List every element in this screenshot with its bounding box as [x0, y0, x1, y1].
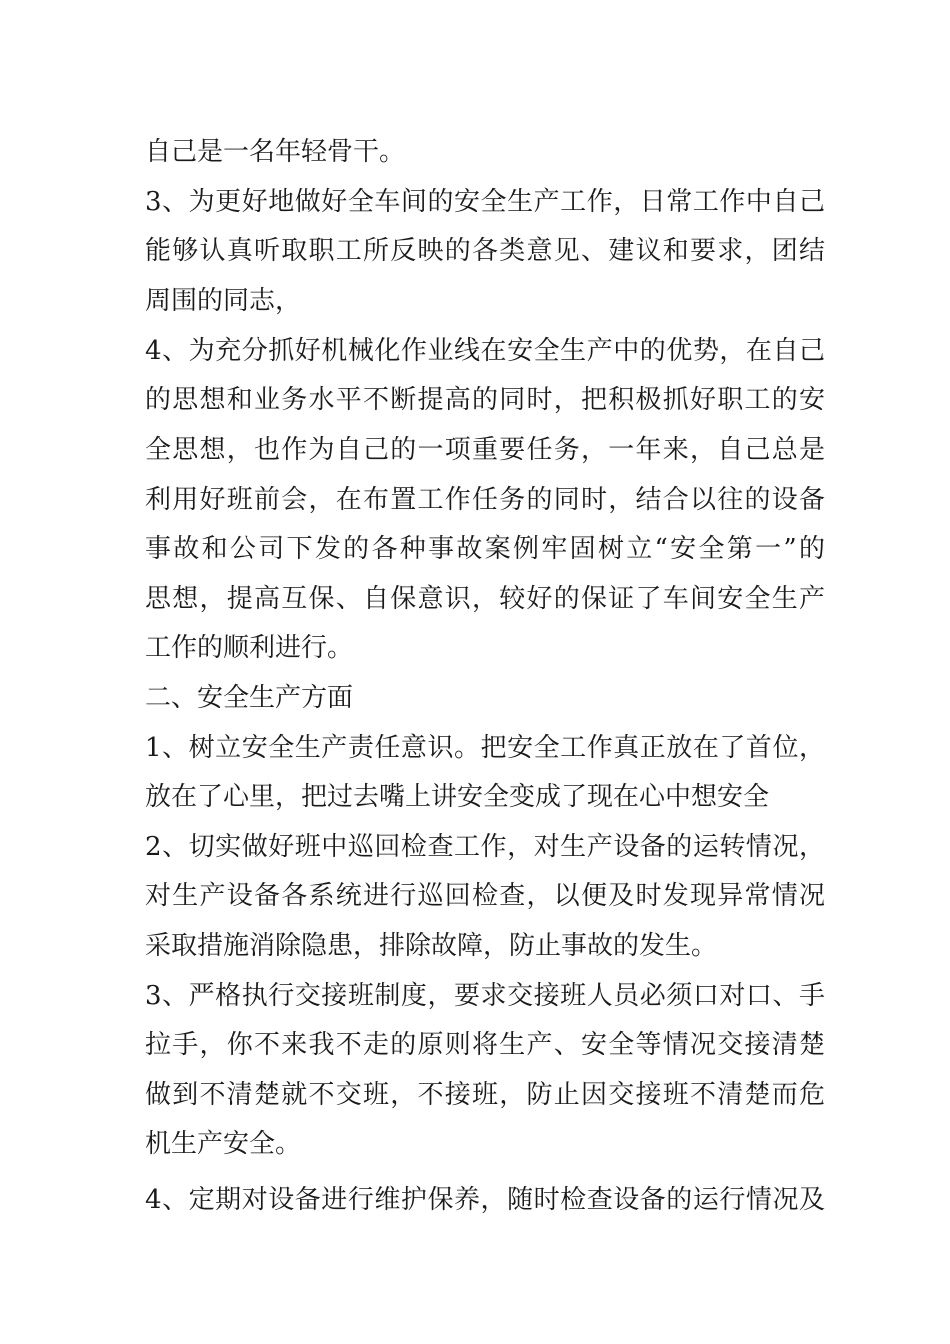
text-line: 事故和公司下发的各种事故案例牢固树立“安全第一”的 [145, 534, 825, 564]
text-line: 利用好班前会，在布置工作任务的同时，结合以往的设备 [145, 485, 825, 515]
text-line: 放在了心里，把过去嘴上讲安全变成了现在心中想安全 [145, 782, 770, 812]
text-line: 自己是一名年轻骨干。 [145, 137, 406, 167]
text-line: 做到不清楚就不交班，不接班，防止因交接班不清楚而危 [145, 1080, 825, 1110]
text-line: 4、为充分抓好机械化作业线在安全生产中的优势，在自己 [145, 336, 825, 366]
text-line: 工作的顺利进行。 [145, 633, 354, 663]
text-line: 的思想和业务水平不断提高的同时，把积极抓好职工的安 [145, 385, 825, 415]
text-line: 3、严格执行交接班制度，要求交接班人员必须口对口、手 [145, 981, 825, 1011]
text-line: 对生产设备各系统进行巡回检查，以便及时发现异常情况 [145, 881, 825, 911]
text-line: 能够认真听取职工所反映的各类意见、建议和要求，团结 [145, 236, 825, 266]
text-line: 1、树立安全生产责任意识。把安全工作真正放在了首位， [145, 733, 825, 763]
text-line: 思想，提高互保、自保意识，较好的保证了车间安全生产 [145, 584, 825, 614]
text-line: 周围的同志， [145, 286, 302, 316]
text-line: 机生产安全。 [145, 1129, 302, 1159]
text-line: 4、定期对设备进行维护保养，随时检查设备的运行情况及 [145, 1185, 825, 1215]
text-line: 3、为更好地做好全车间的安全生产工作，日常工作中自己 [145, 187, 825, 217]
section-heading: 二、安全生产方面 [145, 683, 354, 713]
text-line: 2、切实做好班中巡回检查工作，对生产设备的运转情况， [145, 832, 825, 862]
text-line: 全思想，也作为自己的一项重要任务，一年来，自己总是 [145, 435, 825, 465]
text-line: 拉手，你不来我不走的原则将生产、安全等情况交接清楚 [145, 1030, 825, 1060]
text-line: 采取措施消除隐患，排除故障，防止事故的发生。 [145, 931, 718, 961]
